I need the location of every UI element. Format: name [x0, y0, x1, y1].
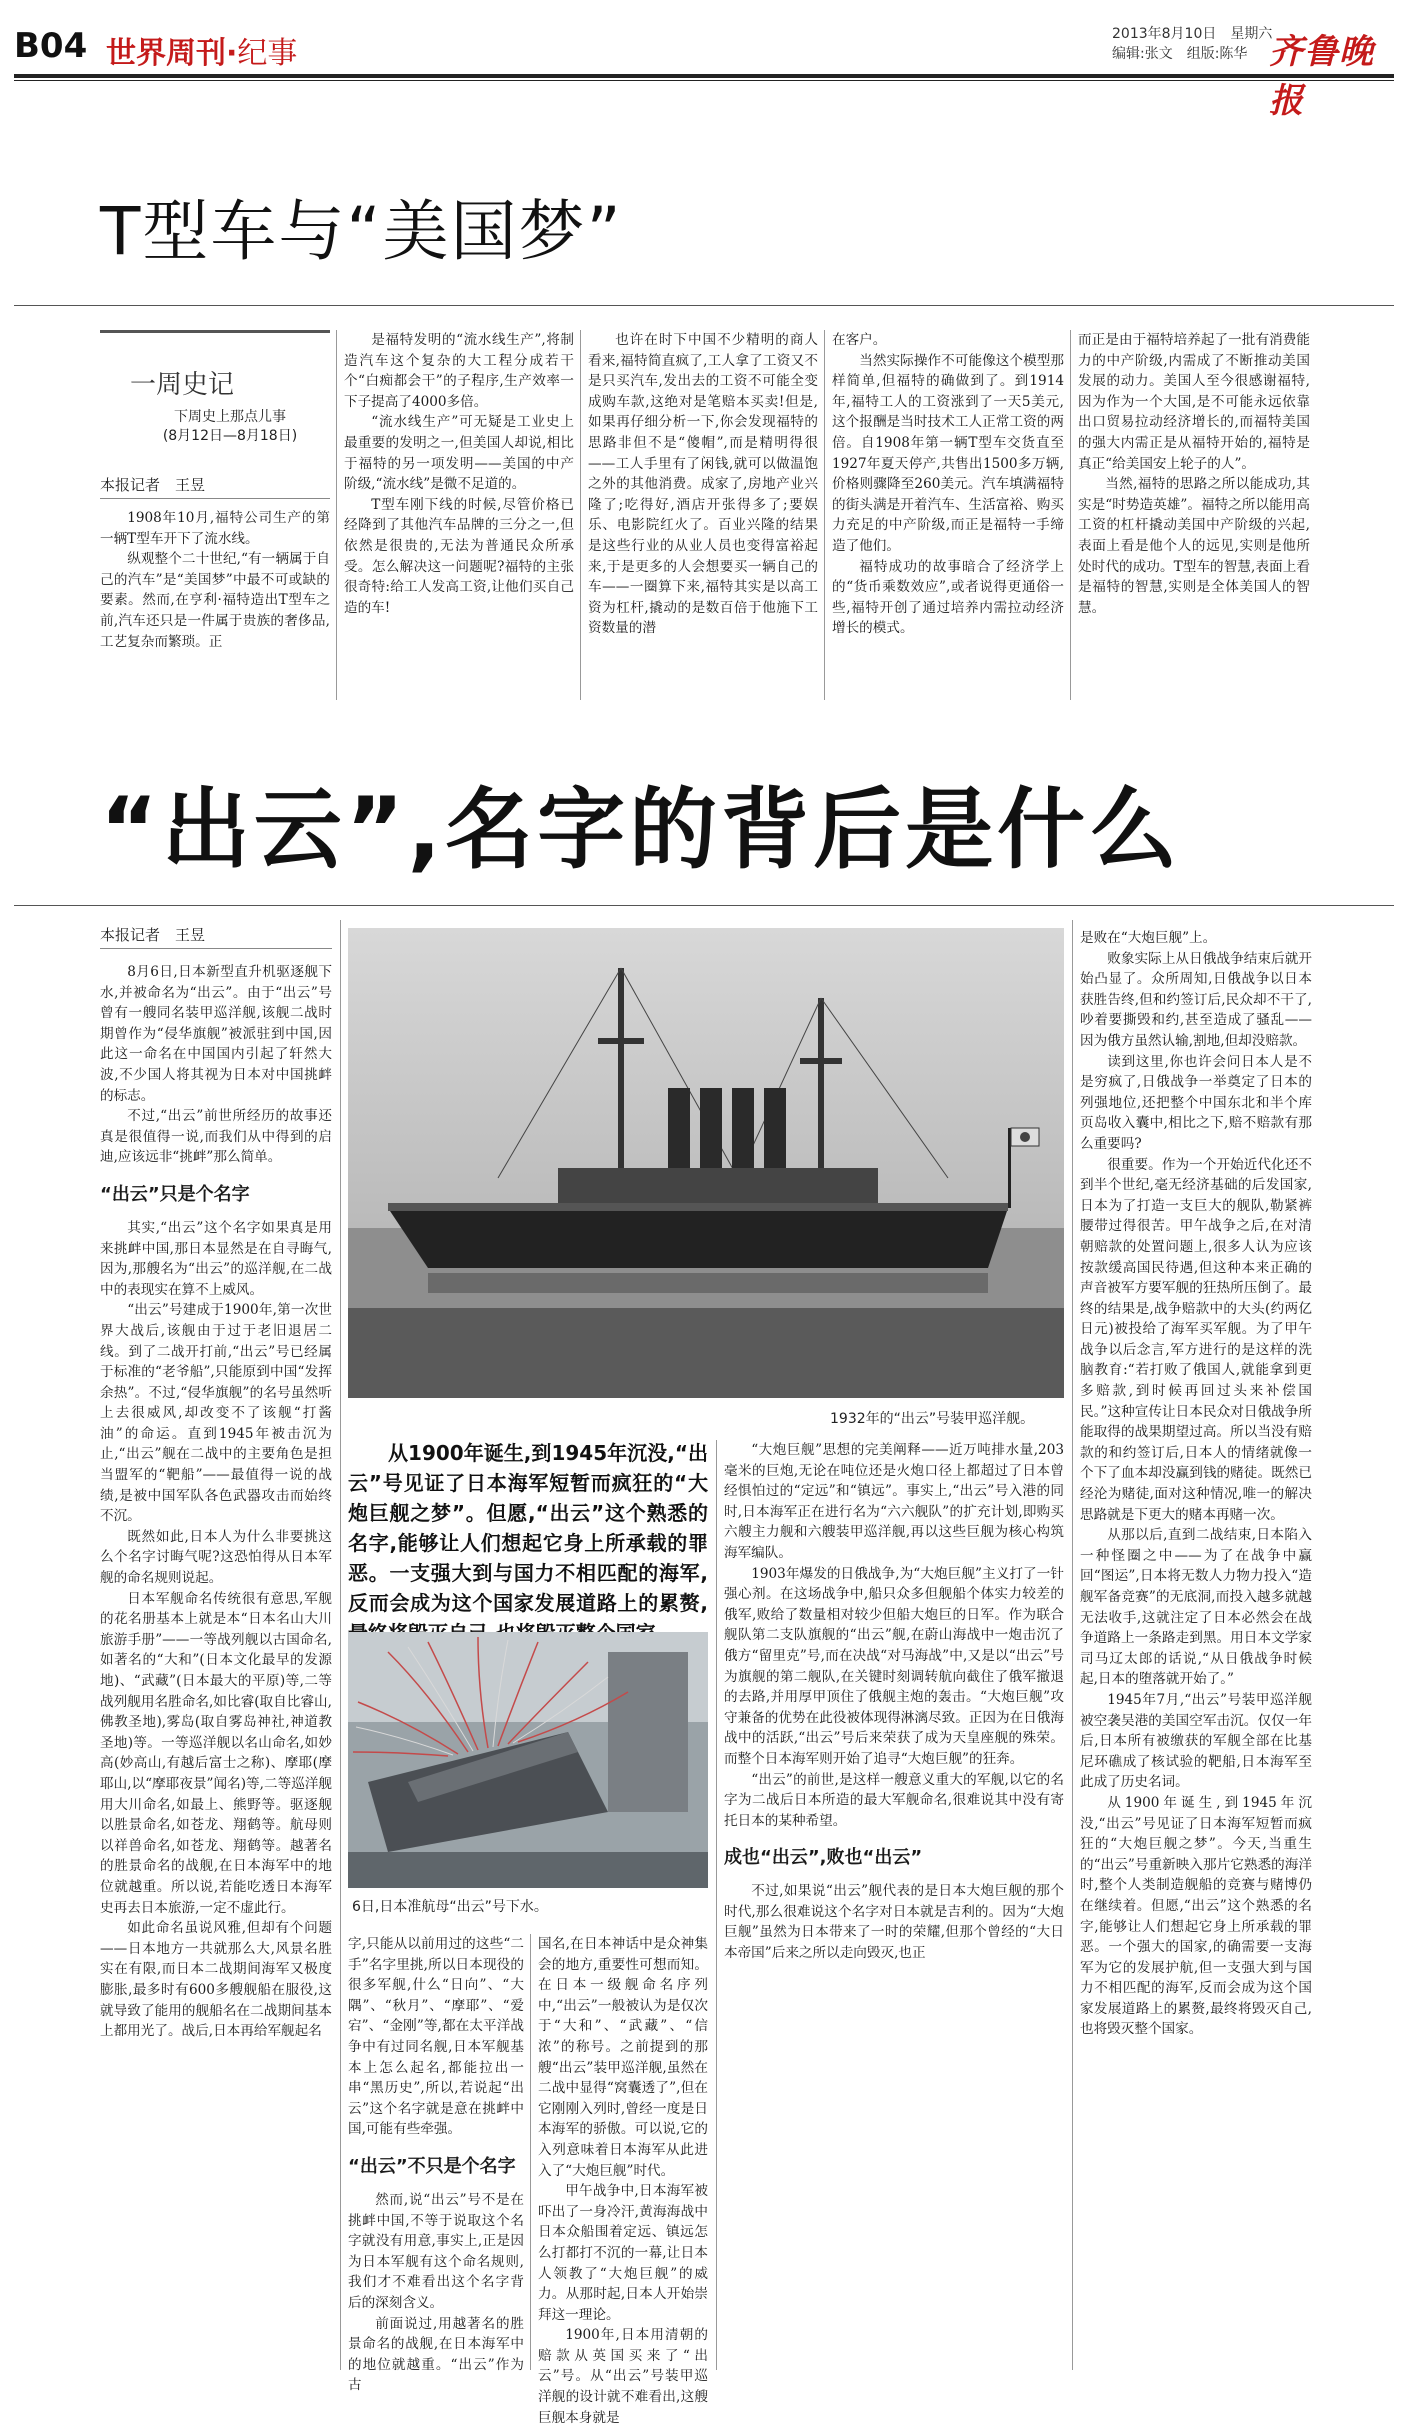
- article1-col1-para: 纵观整个二十世纪,“有一辆属于自己的汽车”是“美国梦”中最不可或缺的要素。然而,在亨利·福特造出T型车之前,汽车还只是一件属于贵族的奢侈品,工艺复杂而繁琐。正: [100, 551, 330, 650]
- article1-col5-para: 而正是由于福特培养起了一批有消费能力的中产阶级,内需成了不断推动美国发展的动力。美国人至今很感谢福特,因为作为一个大国,是不可能永远依靠出口贸易拉动经济增长的,而福特美国的强大内需正是从福特开始的,福特是真正“给美国安上轮子的人”。: [1078, 332, 1310, 472]
- week-history-sub1: 下周史上那点儿事: [174, 409, 286, 425]
- subsection-name: 纪事: [237, 36, 298, 71]
- issue-meta: [1112, 24, 1272, 64]
- article1-col4-para: 当然实际操作不可能像这个模型那样简单,但福特的确做到了。到1914年,福特工人的工资涨到了一天5美元,这个报酬是当时技术工人正常工资的两倍。自1908年第一辆T型车交货直至1927年夏天停产,共售出1500多万辆,价格则骤降至260美元。汽车填满福特的街头满是开着汽车、生活富裕、购买力充足的中产阶级,而正是福特一手缔造了他们。: [832, 352, 1064, 554]
- column-divider: [580, 330, 581, 700]
- article2-subheading: 成也“出云”,败也“出云”: [724, 1847, 923, 1869]
- article1-headline-rule: [14, 305, 1394, 306]
- article1-byline-rule: [100, 498, 330, 499]
- column-divider: [336, 330, 337, 700]
- week-history-box: [100, 330, 330, 450]
- column-divider: [716, 1440, 717, 2370]
- article2-paragraph: 甲午战争中,日本海军被吓出了一身冷汗,黄海海战中日本众船围着定远、镇远怎么打都打不沉的一幕,让日本人领教了“大炮巨舰”的威力。从那时起,日本人开始崇拜这一理论。: [538, 2183, 708, 2323]
- article2-paragraph: 前面说过,用越著名的胜景命名的战舰,在日本海军中的地位就越重。“出云”作为古: [348, 2315, 524, 2394]
- section-separator: ·: [226, 36, 238, 71]
- article1-column-1: [100, 508, 330, 698]
- article1-col5-para: 当然,福特的思路之所以能成功,其实是“时势造英雄”。福特之所以能用高工资的杠杆撬动美国中产阶级的兴起,表面上看是他个人的远见,实则是他所处时代的成功。T型车的智慧,表面上看是福特的智慧,实则是全体美国人的智慧。: [1078, 476, 1310, 616]
- article2-column-mid-c: [724, 1440, 1064, 2370]
- section-title: [106, 28, 297, 72]
- article2-paragraph: 8月6日,日本新型直升机驱逐舰下水,并被命名为“出云”。由于“出云”号曾有一艘同名装甲巡洋舰,该舰二战时期曾作为“侵华旗舰”被派驻到中国,因此这一命名在中国国内引起了轩然大波,不少国人将其视为日本对中国挑衅的标志。: [100, 964, 332, 1104]
- article2-headline: “出云”,名字的背后是什么: [100, 778, 1182, 881]
- article2-paragraph: 不过,“出云”前世所经历的故事还真是很值得一说,而我们从中得到的启迪,应该远非“挑衅”那么简单。: [100, 1108, 332, 1166]
- article2-paragraph: 从那以后,直到二战结束,日本陷入一种怪圈之中——为了在战争中赢回“图运”,日本将无数人力物力投入“造舰军备竞赛”的无底洞,而投入越多就越无法收手,这就注定了日本必然会在战争道路上一条路走到黑。用日本文学家司马辽太郎的话说,“从日俄战争时候起,日本的堕落就开始了。”: [1080, 1527, 1312, 1688]
- article1-col3-para: 也许在时下中国不少精明的商人看来,福特简直疯了,工人拿了工资又不是只买汽车,发出去的工资不可能全变成购车款,这绝对是笔赔本买卖!但是,如果再仔细分析一下,你会发现福特的思路非但不是“傻帽”,而是精明得很——工人手里有了闲钱,就可以做温饱之外的其他消费。成家了,房地产业兴隆了;吃得好,酒店开张得多了;要娱乐、电影院红火了。百业兴隆的结果是这些行业的从业人员也变得富裕起来,于是更多的人会想要买一辆自己的车——一圈算下来,福特其实是以高工资为杠杆,撬动的是数百倍于他施下工资数量的潜: [588, 332, 818, 637]
- article2-paragraph: 从1900年诞生,到1945年沉没,“出云”号见证了日本海军短暂而疯狂的“大炮巨舰之梦”。今天,当重生的“出云”号重新映入那片它熟悉的海洋时,整个人类制造舰船的竞赛与赌博仍在继续着。但愿,“出云”这个熟悉的名字,能够让人们想起它身上所承载的罪恶。一个强大的国家,的确需要一支海军为它的发展护航,但一支强大到与国力不相匹配的海军,反而会成为这个国家发展道路上的累赘,最终将毁灭自己,也将毁灭整个国家。: [1080, 1794, 1312, 2038]
- week-history-bar: [100, 330, 330, 333]
- cruiser-photo-image: [348, 928, 1064, 1398]
- article1-col4-para: 福特成功的故事暗合了经济学上的“货币乘数效应”,或者说得更通俗一些,福特开创了通过培养内需拉动经济增长的模式。: [832, 558, 1064, 637]
- article1-col2-para: T型车刚下线的时候,尽管价格已经降到了其他汽车品牌的三分之一,但依然是很贵的,无法为普通民众所承受。怎么解决这一问题呢?福特的主张很奇特:给工人发高工资,让他们买自己造的车!: [344, 496, 574, 616]
- article1-col2-para: “流水线生产”可无疑是工业史上最重要的发明之一,但美国人却说,相比于福特的另一项发明——美国的中产阶级,“流水线”是微不足道的。: [344, 414, 574, 493]
- week-history-sub2: (8月12日—8月18日): [162, 428, 298, 444]
- column-divider: [530, 1934, 531, 2370]
- article2-column-mid-a: [348, 1934, 524, 2394]
- cruiser-photo: [348, 928, 1064, 1398]
- week-history-subtitle: [145, 408, 315, 446]
- issue-date: 2013年8月10日 星期六: [1112, 26, 1273, 42]
- column-divider: [824, 330, 825, 700]
- article2-byline-rule: [100, 948, 332, 949]
- article2-lead-text: 从1900年诞生,到1945年沉没,“出云”号见证了日本海军短暂而疯狂的“大炮巨舰之梦”。但愿,“出云”这个熟悉的名字,能够让人们想起它身上所承载的罪恶。一支强大到与国力不相匹配的海军,反而会成为这个国家发展道路上的累赘,: [348, 1441, 708, 1615]
- article1-col4-para: 在客户。: [832, 332, 887, 348]
- carrier-photo-caption: 6日,日本准航母“出云”号下水。: [352, 1899, 548, 1915]
- article2-paragraph: 1900年,日本用清朝的赔款从英国买来了“出云”号。从“出云”号装甲巡洋舰的设计就不难看出,这艘巨舰本身就是: [538, 2327, 708, 2426]
- article2-paragraph: “出云”号建成于1900年,第一次世界大战后,该舰由于过于老旧退居二线。到了二战开打前,“出云”号已经属于标准的“老爷船”,只能原到中国“发挥余热”。不过,“侵华旗舰”的名号虽然听上去很威风,却改变不了该舰“打酱油”的命运。直到1945年被击沉为止,“出云”舰在二战中的主要角色是担当盟军的“靶船”——最值得一说的战绩,是被中国军队各色武器攻击而始终不沉。: [100, 1302, 332, 1525]
- article2-column-right: [1080, 928, 1312, 2370]
- article2-paragraph: 是败在“大炮巨舰”上。: [1080, 930, 1217, 946]
- column-divider: [1072, 920, 1073, 2370]
- page-number: B04: [14, 26, 88, 66]
- masthead-rule-thin: [14, 80, 1394, 81]
- article2-paragraph: 国名,在日本神话中是众神集会的地方,重要性可想而知。在日本一级舰命名序列中,“出云”一般被认为是仅次于“大和”、“武藏”、“信浓”的称号。之前提到的那艘“出云”装甲巡洋舰,虽然在二战中显得“窝囊透了”,但在它刚刚入列时,曾经一度是日本海军的骄傲。可以说,它的入列意味着日本海军从此进入了“大炮巨舰”时代。: [538, 1936, 708, 2179]
- article2-paragraph: 1903年爆发的日俄战争,为“大炮巨舰”主义打了一针强心剂。在这场战争中,船只众多但舰船个体实力较差的俄军,败给了数量相对较少但船大炮巨的日军。作为联合舰队第二支队旗舰的“出云”舰,在蔚山海战中一炮击沉了俄方“留里克”号,而在决战“对马海战”中,又是以“出云”号为旗舰的第二舰队,在关键时刻调转航向截住了俄军撤退的去路,并用厚甲顶住了俄舰主炮的轰击。“大炮巨舰”攻守兼备的优势在此役被体现得淋漓尽致。正因为在日俄海战中的活跃,“出云”号后来荣获了成为天皇座舰的殊荣。而整个日本海军则开始了追寻“大炮巨舰”的狂奔。: [724, 1565, 1064, 1767]
- week-history-title: 一周史记: [130, 370, 235, 400]
- article2-paragraph: “出云”的前世,是这样一艘意义重大的军舰,以它的名字为二战后日本所造的最大军舰命名,很难说其中没有寄托日本的某种希望。: [724, 1771, 1064, 1829]
- article2-lead: [348, 1438, 708, 1648]
- masthead: [14, 18, 1394, 121]
- masthead-rule: [14, 74, 1394, 78]
- column-divider: [1070, 330, 1071, 700]
- article2-headline-rule: [14, 905, 1394, 906]
- article2-paragraph: 1945年7月,“出云”号装甲巡洋舰被空袭吴港的美国空军击沉。仅仅一年后,日本所有被缴获的军舰全部在比基尼环礁成了核试验的靶船,日本海军至此成了历史名词。: [1080, 1691, 1312, 1791]
- article2-column-mid-b: [538, 1934, 708, 2426]
- article2-paragraph: 日本军舰命名传统很有意思,军舰的花名册基本上就是本“日本名山大川旅游手册”——一等战列舰以古国命名,如著名的“大和”(日本文化最早的发源地)、“武藏”(日本最大的平原)等,二等战列舰用名胜命名,如比睿(取自比睿山,佛教圣地),雾岛(取自雾岛神社,神道教圣地)等。一等巡洋舰以名山命名,如妙高(妙高山,有越后富士之称)、摩耶(摩耶山,以“摩耶夜景”闻名)等,二等巡洋舰用大川命名,如最上、熊野等。驱逐舰以胜景命名,如苍龙、翔鹤等。航母则以祥兽命名,如苍龙、翔鹤等。越著名的胜景命名的战舰,在日本海军中的地位就越重。所以说,若能吃透日本海军史再去日本旅游,一定不虚此行。: [100, 1590, 332, 1916]
- carrier-photo-image: [348, 1632, 708, 1888]
- article2-paragraph: 既然如此,日本人为什么非要挑这么个名字讨晦气呢?这恐怕得从日本军舰的命名规则说起。: [100, 1528, 332, 1587]
- newspaper-logo: 齐鲁晚报: [1269, 32, 1374, 121]
- carrier-photo: [348, 1632, 708, 1888]
- article2-paragraph: 如此命名虽说风雅,但却有个问题——日本地方一共就那么大,风景名胜实在有限,而日本二战期间海军又极度膨胀,最多时有600多艘舰船在服役,这就导致了能用的舰船名在二战期间基本上都用光了。战后,日本再给军舰起名: [100, 1920, 332, 2040]
- article1-byline: 本报记者 王昱: [100, 476, 206, 494]
- article2-paragraph: 读到这里,你也许会问日本人是不是穷疯了,日俄战争一举奠定了日本的列强地位,还把整个中国东北和半个库页岛收入囊中,相比之下,赔不赔款有那么重要吗?: [1080, 1053, 1312, 1152]
- article2-subheading: “出云”只是个名字: [100, 1183, 250, 1205]
- article1-column-2: [344, 330, 574, 700]
- article2-paragraph: 不过,如果说“出云”舰代表的是日本大炮巨舰的那个时代,那么很难说这个名字对日本就是吉利的。因为“大炮巨舰”虽然为日本带来了一时的荣耀,但那个曾经的“大日本帝国”后来之所以走向毁灭,也正: [724, 1883, 1064, 1962]
- issue-editors: 编辑:张文 组版:陈华: [1112, 46, 1248, 62]
- article1-col2-para: 是福特发明的“流水线生产”,将制造汽车这个复杂的大工程分成若干个“白痴都会干”的子程序,生产效率一下子提高了4000多倍。: [344, 332, 574, 410]
- article2-subheading: “出云”不只是个名字: [348, 2155, 516, 2177]
- article2-byline: 本报记者 王昱: [100, 926, 206, 944]
- article1-col1-para: 1908年10月,福特公司生产的第一辆T型车开下了流水线。: [100, 510, 330, 547]
- article2-paragraph: “大炮巨舰”思想的完美阐释——近万吨排水量,203毫米的巨炮,无论在吨位还是火炮口径上都超过了日本曾经惧怕过的“定远”和“镇远”。事实上,“出云”号入港的同时,日本海军正在进行名为“六六舰队”的扩充计划,即购买六艘主力舰和六艘装甲巡洋舰,再以这些巨舰为核心构筑海军编队。: [724, 1442, 1064, 1561]
- article2-paragraph: 字,只能从以前用过的这些“二手”名字里挑,所以日本现役的很多军舰,什么“日向”、“大隅”、“秋月”、“摩耶”、“爱宕”、“金刚”等,都在太平洋战争中有过同名舰,日本军舰基本上怎么起名,都能拉出一串“黑历史”,所以,若说起“出云”这个名字就是意在挑衅中国,可能有些牵强。: [348, 1936, 524, 2138]
- article1-column-5: [1078, 330, 1310, 700]
- article2-paragraph: 败象实际上从日俄战争结束后就开始凸显了。众所周知,日俄战争以日本获胜告终,但和约签订后,民众却不干了,吵着要撕毁和约,甚至造成了骚乱——因为俄方虽然认输,割地,但却没赔款。: [1080, 950, 1312, 1049]
- article2-paragraph: 然而,说“出云”号不是在挑衅中国,不等于说取这个名字就没有用意,事实上,正是因为日本军舰有这个命名规则,我们才不难看出这个名字背后的深刻含义。: [348, 2191, 524, 2311]
- article2-column-left: [100, 962, 332, 2372]
- article2-paragraph: 很重要。作为一个开始近代化还不到半个世纪,毫无经济基础的后发国家,日本为了打造一支巨大的舰队,勒紧裤腰带过得很苦。甲午战争之后,在对清朝赔款的处置问题上,很多人认为应该按款缓高国民待遇,但这种本来正确的声音被军方要军舰的狂热所压倒了。最终的结果是,战争赔款中的大头(约两亿日元)被投给了海军买军舰。为了甲午战争以后念言,军方进行的是这样的洗脑教育:“若打败了俄国人,就能拿到更多赔款,到时候再回过头来补偿国民。”这种宣传让日本民众对日俄战争所能取得的战果期望过高。所以当没有赔款的和约签订后,日本人的情绪就像一个下了血本却没赢到钱的赌徒。既然已经沦为赌徒,面对这种情况,唯一的解决思路就是下更大的赌本再赌一次。: [1080, 1156, 1312, 1523]
- section-name: 世界周刊: [106, 36, 226, 71]
- column-divider: [340, 920, 341, 2370]
- article1-column-4: [832, 330, 1064, 700]
- article1-column-3: [588, 330, 818, 700]
- article2-paragraph: 其实,“出云”这个名字如果真是用来挑衅中国,那日本显然是在自寻晦气,因为,那艘名为“出云”的巡洋舰,在二战中的表现实在算不上威风。: [100, 1219, 332, 1298]
- cruiser-photo-caption: 1932年的“出云”号装甲巡洋舰。: [830, 1411, 1035, 1427]
- article1-headline: T型车与“美国梦”: [100, 193, 623, 270]
